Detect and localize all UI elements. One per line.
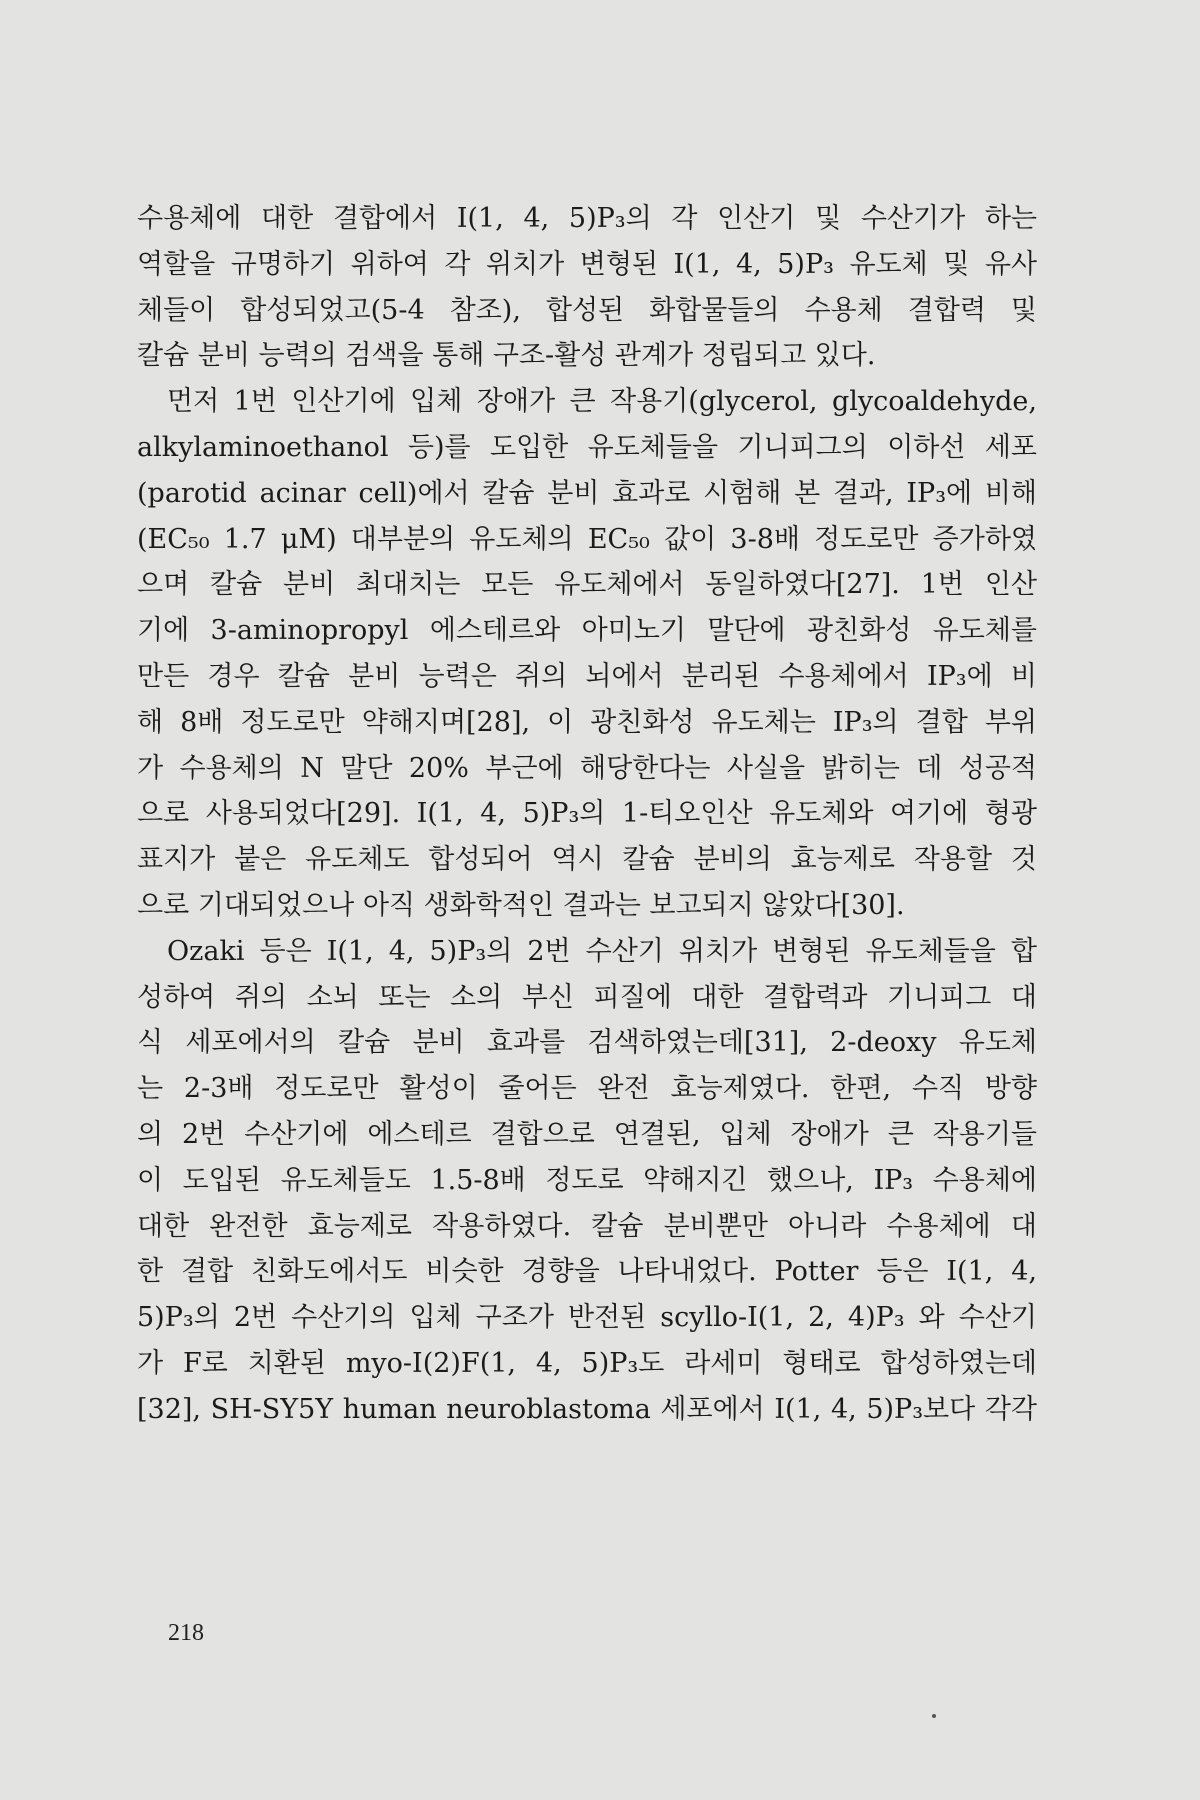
text-line: 먼저 1번 인산기에 입체 장애가 큰 작용기(glycerol, glycoaldehyde, [167, 386, 1037, 418]
text-line: (EC₅₀ 1.7 μM) 대부분의 유도체의 EC₅₀ 값이 3-8배 정도로만 증가하였 [137, 523, 1037, 555]
text-line: 체들이 합성되었고(5-4 참조), 합성된 화합물들의 수용체 결합력 및 [137, 294, 1037, 326]
text-line: 는 2-3배 정도로만 활성이 줄어든 완전 효능제였다. 한편, 수직 방향 [137, 1073, 1037, 1105]
text-line: 이 도입된 유도체들도 1.5-8배 정도로 약해지긴 했으나, IP₃ 수용체에 [137, 1164, 1037, 1196]
text-line: 칼슘 분비 능력의 검색을 통해 구조-활성 관계가 정립되고 있다. [137, 340, 876, 372]
text-line: 역할을 규명하기 위하여 각 위치가 변형된 I(1, 4, 5)P₃ 유도체 및 유사 [137, 248, 1037, 280]
text-line: 성하여 쥐의 소뇌 또는 소의 부신 피질에 대한 결합력과 기니피그 대 [137, 981, 1037, 1013]
text-line: 해 8배 정도로만 약해지며[28], 이 광친화성 유도체는 IP₃의 결합 부위 [137, 706, 1037, 738]
text-line: 만든 경우 칼슘 분비 능력은 쥐의 뇌에서 분리된 수용체에서 IP₃에 비 [137, 660, 1037, 692]
text-line: 표지가 붙은 유도체도 합성되어 역시 칼슘 분비의 효능제로 작용할 것 [137, 844, 1037, 876]
text-line: Ozaki 등은 I(1, 4, 5)P₃의 2번 수산기 위치가 변형된 유도체들을 합 [167, 935, 1037, 967]
text-line: 기에 3-aminopropyl 에스테르와 아미노기 말단에 광친화성 유도체를 [137, 615, 1037, 647]
text-line: 가 수용체의 N 말단 20% 부근에 해당한다는 사실을 밝히는 데 성공적 [137, 752, 1037, 784]
text-line: 으로 사용되었다[29]. I(1, 4, 5)P₃의 1-티오인산 유도체와 여기에 형광 [137, 798, 1037, 830]
text-line: [32], SH-SY5Y human neuroblastoma 세포에서 I(1, 4, 5)P₃보다 각각 [137, 1393, 1037, 1425]
text-line: 가 F로 치환된 myo-I(2)F(1, 4, 5)P₃도 라세미 형태로 합성하였는데 [137, 1347, 1037, 1379]
page-number: 218 [168, 1620, 204, 1646]
text-line: 으로 기대되었으나 아직 생화학적인 결과는 보고되지 않았다[30]. [137, 889, 905, 921]
text-line: 수용체에 대한 결합에서 I(1, 4, 5)P₃의 각 인산기 및 수산기가 하는 [137, 203, 1037, 234]
text-line: 으며 칼슘 분비 최대치는 모든 유도체에서 동일하였다[27]. 1번 인산 [137, 569, 1037, 601]
text-line: 한 결합 친화도에서도 비슷한 경향을 나타내었다. Potter 등은 I(1, 4, [137, 1256, 1037, 1288]
text-line: 5)P₃의 2번 수산기의 입체 구조가 반전된 scyllo-I(1, 2, 4)P₃ 와 수산기 [137, 1302, 1037, 1334]
speck-mark [932, 1714, 936, 1718]
body-text [137, 196, 1037, 1433]
text-line: 대한 완전한 효능제로 작용하였다. 칼슘 분비뿐만 아니라 수용체에 대 [137, 1210, 1037, 1242]
text-line: 식 세포에서의 칼슘 분비 효과를 검색하였는데[31], 2-deoxy 유도체 [137, 1027, 1037, 1059]
text-line: 의 2번 수산기에 에스테르 결합으로 연결된, 입체 장애가 큰 작용기들 [137, 1118, 1037, 1150]
text-line: (parotid acinar cell)에서 칼슘 분비 효과로 시험해 본 결과, IP₃에 비해 [137, 477, 1037, 509]
text-line: alkylaminoethanol 등)를 도입한 유도체들을 기니피그의 이하선 세포 [137, 431, 1037, 463]
